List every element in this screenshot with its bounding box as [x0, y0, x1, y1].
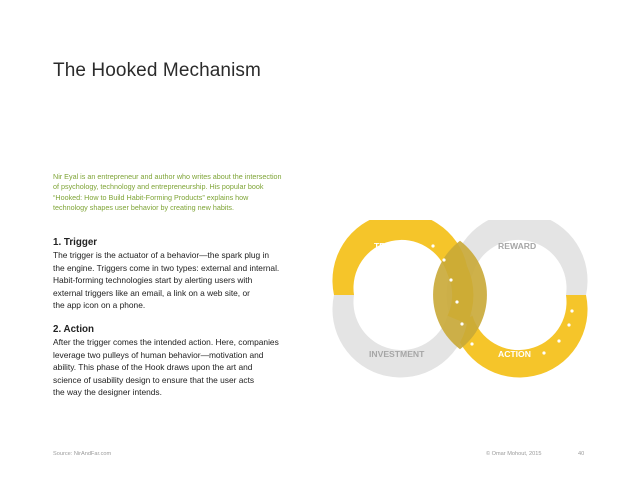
section-line: science of usability design to ensure that the user acts: [53, 374, 255, 385]
section-line: the engine. Triggers come in two types: external and internal.: [53, 262, 280, 273]
intro-line: of psychology, technology and entrepreneurship. His popular book: [53, 182, 264, 192]
hook-diagram: [320, 220, 600, 385]
section-line: ability. This phase of the Hook draws upon the art and: [53, 362, 253, 373]
path-dot: [470, 342, 473, 345]
section-line: After the trigger comes the intended action. Here, companies: [53, 337, 279, 347]
slide-title: The Hooked Mechanism: [53, 60, 261, 81]
footer-source: Source: NirAndFar.com: [53, 451, 112, 457]
path-dot: [557, 339, 560, 342]
section-line: the app icon on a phone.: [53, 300, 146, 311]
section-line: Habit-forming technologies start by alerting users with: [53, 275, 253, 286]
label-reward: REWARD: [498, 241, 537, 251]
intro-line: Nir Eyal is an entrepreneur and author who writes about the intersection: [53, 172, 282, 181]
footer-copyright: © Omar Mohout, 2015: [486, 451, 542, 457]
path-dot: [460, 322, 463, 325]
label-action: ACTION: [498, 349, 531, 359]
label-trigger: TRIGGER: [374, 241, 414, 251]
section-line: The trigger is the actuator of a behavior—the spark plug in: [53, 250, 270, 260]
path-dot: [542, 351, 545, 354]
path-dot: [449, 278, 452, 281]
page-number: 40: [578, 451, 585, 457]
intro-line: “Hooked: How to Build Habit-Forming Products” explains how: [53, 192, 249, 202]
path-dot: [431, 244, 434, 247]
section-line: the way the designer intends.: [53, 387, 162, 398]
section-heading-action: 2. Action: [53, 324, 95, 335]
intro-line: technology shapes user behavior by creating new habits.: [53, 202, 234, 212]
section-line: leverage two pulleys of human behavior—motivation and: [53, 349, 264, 360]
section-line: external triggers like an email, a link on a web site, or: [53, 287, 250, 298]
section-heading-trigger: 1. Trigger: [53, 237, 98, 248]
path-dot: [455, 300, 458, 303]
path-dot: [567, 323, 570, 326]
section-action: [53, 323, 318, 399]
path-dot: [570, 309, 573, 312]
intro-paragraph: [53, 172, 313, 213]
label-investment: INVESTMENT: [369, 349, 425, 359]
section-trigger: [53, 236, 318, 312]
path-dot: [442, 258, 445, 261]
